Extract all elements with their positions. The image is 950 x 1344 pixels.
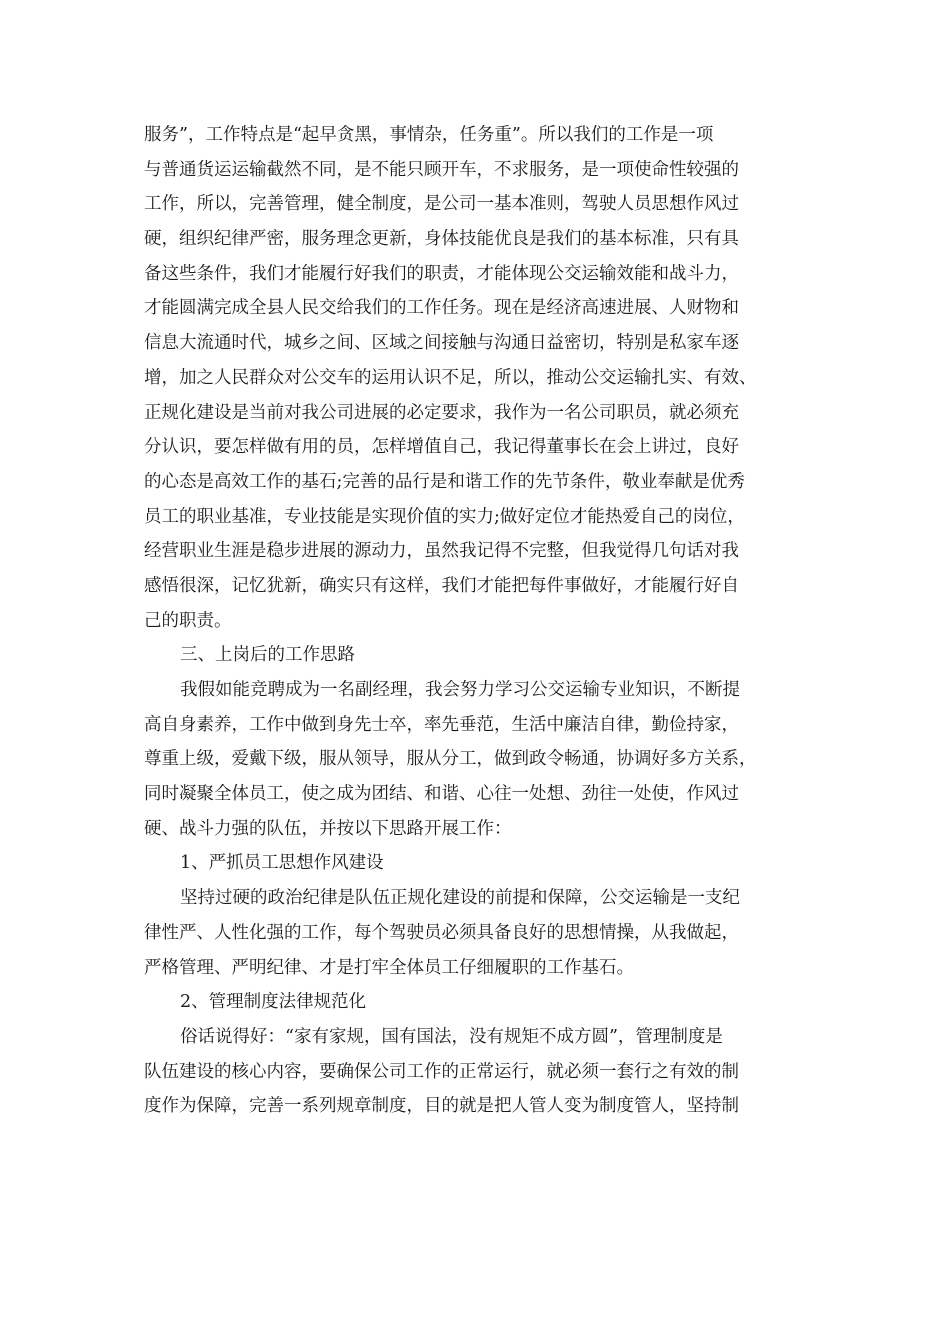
text-line: 同时凝聚全体员工，使之成为团结、和谐、心往一处想、劲往一处使，作风过 (144, 784, 739, 805)
text-line: 度作为保障，完善一系列规章制度，目的就是把人管人变为制度管人，坚持制 (144, 1096, 739, 1117)
text-line: 队伍建设的核心内容，要确保公司工作的正常运行，就必须一套行之有效的制 (144, 1061, 739, 1082)
text-line: 备这些条件，我们才能履行好我们的职责，才能体现公交运输效能和战斗力， (144, 263, 739, 284)
text-line: 己的职责。 (144, 610, 232, 631)
text-line: 硬、战斗力强的队伍，并按以下思路开展工作： (144, 818, 512, 839)
text-line: 律性严、人性化强的工作，每个驾驶员必须具备良好的思想情操，从我做起， (144, 922, 739, 943)
text-line: 俗话说得好：“家有家规，国有国法，没有规矩不成方圆”，管理制度是 (180, 1026, 723, 1047)
text-line: 严格管理、严明纪律、才是打牢全体员工仔细履职的工作基石。 (144, 957, 634, 978)
document-body (144, 118, 814, 1124)
section-heading: 三、上岗后的工作思路 (180, 645, 355, 666)
text-line: 硬，组织纪律严密，服务理念更新，身体技能优良是我们的基本标准，只有具 (144, 229, 739, 250)
text-line: 员工的职业基准，专业技能是实现价值的实力;做好定位才能热爱自己的岗位， (144, 506, 745, 527)
text-line: 的心态是高效工作的基石;完善的品行是和谐工作的先节条件，敬业奉献是优秀 (144, 471, 745, 492)
text-line: 才能圆满完成全县人民交给我们的工作任务。现在是经济高速进展、人财物和 (144, 298, 739, 319)
text-line: 坚持过硬的政治纪律是队伍正规化建设的前提和保障，公交运输是一支纪 (180, 888, 740, 909)
text-line: 与普通货运运输截然不同，是不能只顾开车，不求服务，是一项使命性较强的 (144, 159, 739, 180)
text-line: 分认识，要怎样做有用的员，怎样增值自己，我记得董事长在会上讲过，良好 (144, 437, 739, 458)
text-line: 信息大流通时代，城乡之间、区域之间接触与沟通日益密切，特别是私家车逐 (144, 333, 739, 354)
text-line: 感悟很深，记忆犹新，确实只有这样，我们才能把每件事做好，才能履行好自 (144, 575, 739, 596)
subsection-heading: 2、管理制度法律规范化 (180, 992, 367, 1013)
text-line: 尊重上级，爱戴下级，服从领导，服从分工，做到政令畅通，协调好多方关系， (144, 749, 757, 770)
text-line: 工作，所以，完善管理，健全制度，是公司一基本准则，驾驶人员思想作风过 (144, 194, 739, 215)
subsection-heading: 1、严抓员工思想作风建设 (180, 853, 384, 874)
text-line: 高自身素养，工作中做到身先士卒，率先垂范，生活中廉洁自律，勤俭持家， (144, 714, 739, 735)
text-line: 服务”，工作特点是“起早贪黑，事情杂，任务重”。所以我们的工作是一项 (144, 125, 714, 145)
text-line: 增，加之人民群众对公交车的运用认识不足，所以，推动公交运输扎实、有效、 (144, 367, 757, 388)
text-line: 正规化建设是当前对我公司进展的必定要求，我作为一名公司职员，就必须充 (144, 402, 739, 423)
text-line: 经营职业生涯是稳步进展的源动力，虽然我记得不完整，但我觉得几句话对我 (144, 541, 739, 562)
text-line: 我假如能竞聘成为一名副经理，我会努力学习公交运输专业知识，不断提 (180, 680, 740, 700)
